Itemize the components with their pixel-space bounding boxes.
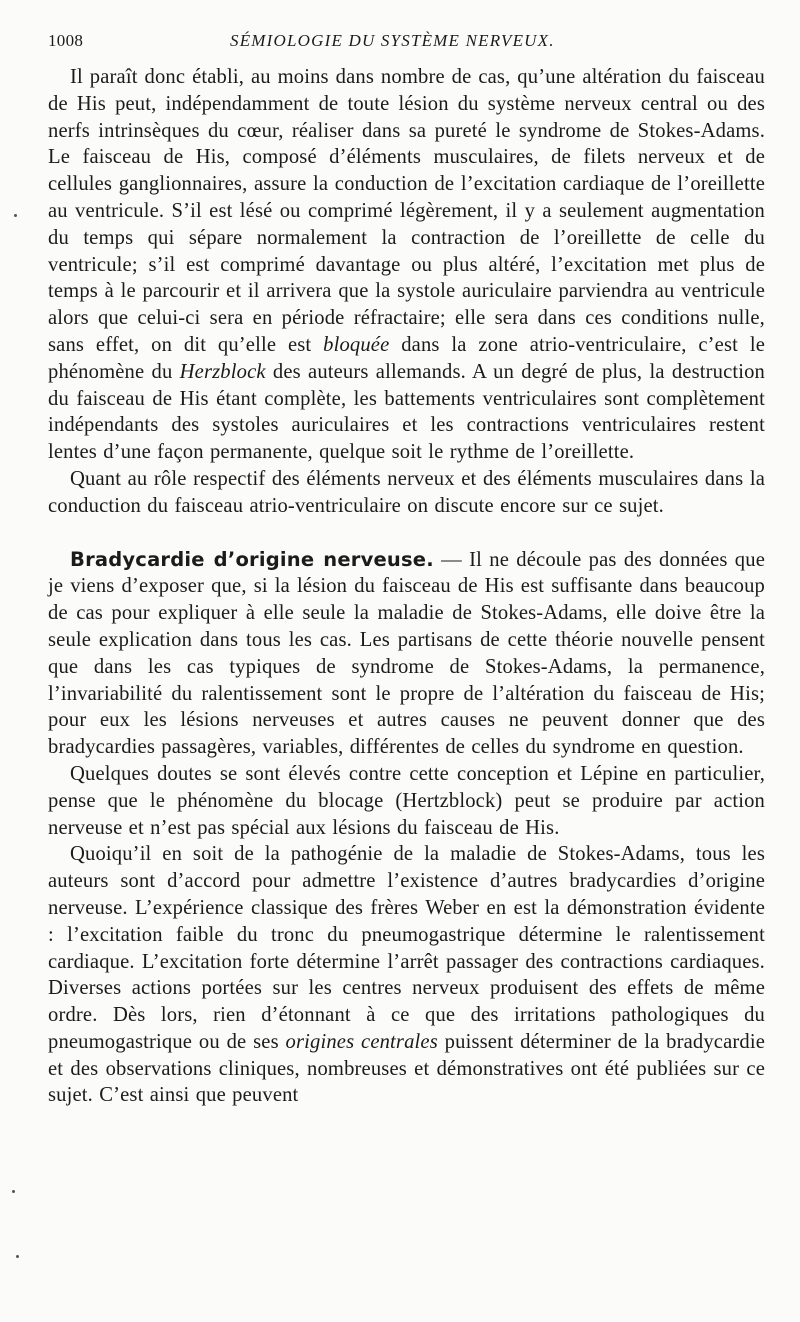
- paragraph-text: — Il ne découle pas des données que je viens d’exposer que, si la lésion du faisceau de His est suffisante dans beaucoup de cas pour expliquer à elle seule la maladie de Stokes-Adams, elle doive être la seule explication dans tous les cas. Les partisans de cette théorie nouvelle pensent que dans les cas typiques de syndrome de Stokes-Adams, la permanence, l’invariabilité du ralentissement sont le propre de l’altération du faisceau de His; pour eux les lésions nerveuses et autres causes ne peuvent donner que des bradycardies passagères, variables, différentes de celles du syndrome en question.: [48, 548, 765, 759]
- paragraph-text: Quant au rôle respectif des éléments nerveux et des éléments musculaires dans la conduction du faisceau atrio-ventriculaire on discute encore sur ce sujet.: [48, 467, 765, 517]
- paragraph-lepine-doubts: [48, 761, 765, 841]
- paragraph-weber-experiment: [48, 841, 765, 1109]
- paragraph-his-bundle: [48, 64, 765, 466]
- section-spacer: [48, 520, 765, 547]
- body-text: [48, 64, 765, 1109]
- scan-speck: [12, 1190, 15, 1193]
- paragraph-text: Il paraît donc établi, au moins dans nombre de cas, qu’une altération du faisceau de His peut, indépendamment de toute lésion du système nerveux central ou des nerfs intrinsèques du cœur, réaliser dans sa pureté le syndrome de Stokes-Adams. Le faisceau de His, composé d’éléments musculaires, de filets nerveux et de cellules ganglionnaires, assure la conduction de l’excitation cardiaque de l’oreillette au ventricule. S’il est lésé ou comprimé légèrement, il y a seulement augmentation du temps qui sépare normalement la contraction de l’oreillette de celle du ventricule; s’il est comprimé davantage ou plus altéré, l’excitation met plus de temps à le parcourir et il arrivera que la systole auriculaire parviendra au ventricule alors que celui-ci sera en période réfractaire; elle sera dans ces conditions nulle, sans effet, on dit qu’elle est: [48, 66, 765, 356]
- running-head: [48, 31, 765, 55]
- running-title: SÉMIOLOGIE DU SYSTÈME NERVEUX.: [230, 31, 555, 50]
- scan-speck: [14, 214, 17, 217]
- paragraph-text: dans la zone atrio-ventriculaire, c’est le phénomène du: [48, 333, 765, 383]
- scan-speck: [16, 1255, 19, 1258]
- section-heading: Bradycardie d’origine nerveuse.: [70, 547, 434, 571]
- paragraph-conduction-roles: [48, 466, 765, 520]
- paragraph-text: puissent déterminer de la bradycardie et des observations cliniques, nombreuses et démonstratives ont été publiées sur ce sujet. C’est ainsi que peuvent: [48, 1030, 765, 1107]
- page-number: 1008: [48, 31, 84, 50]
- paragraph-bradycardie-nerveuse: [48, 547, 765, 761]
- italic-term-origines-centrales: origines centrales: [285, 1030, 438, 1053]
- paragraph-text: Quoiqu’il en soit de la pathogénie de la maladie de Stokes-Adams, tous les auteurs sont d’accord pour admettre l’existence d’autres bradycardies d’origine nerveuse. L’expérience classique des frères Weber en est la démonstration évidente : l’excitation faible du tronc du pneumogastrique détermine le ralentissement cardiaque. L’excitation forte détermine l’arrêt passager des contractions cardiaques. Diverses actions portées sur les centres nerveux produisent des effets de même ordre. Dès lors, rien d’étonnant à ce que des irritations pathologiques du pneumogastrique ou de ses: [48, 843, 765, 1053]
- paragraph-text: Quelques doutes se sont élevés contre cette conception et Lépine en particulier, pense que le phénomène du blocage (Hertzblock) peut se produire par action nerveuse et n’est pas spécial aux lésions du faisceau de His.: [48, 762, 765, 839]
- paragraph-text: des auteurs allemands. A un degré de plus, la destruction du faisceau de His étant complète, les battements ventriculaires sont complètement indépendants des systoles auriculaires et les contractions ventriculaires restent lentes d’une façon permanente, quelque soit le rythme de l’oreillette.: [48, 360, 766, 464]
- italic-term-herzblock: Herzblock: [179, 360, 266, 383]
- italic-term-bloquee: bloquée: [323, 333, 390, 356]
